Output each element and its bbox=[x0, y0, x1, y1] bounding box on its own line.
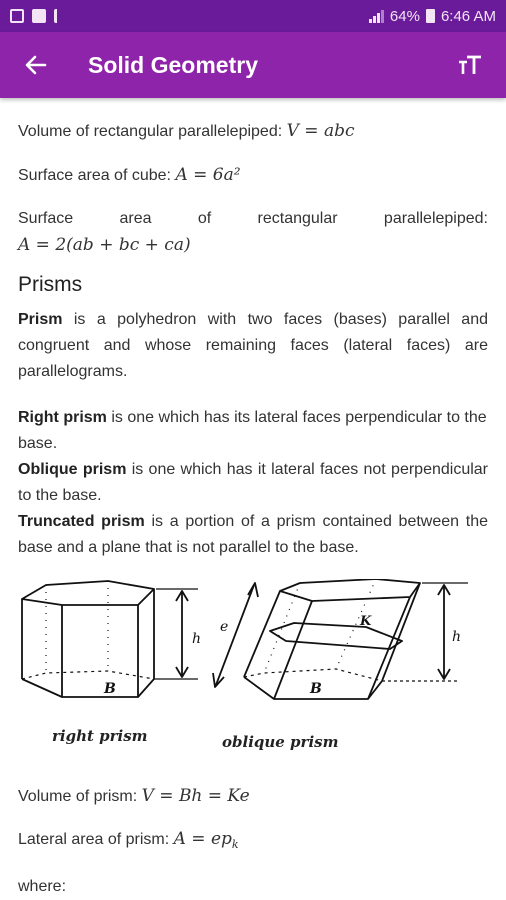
label-K: K bbox=[360, 614, 372, 629]
truncated-prism-def: is a portion of a prism contained between the base and a plane that is not parallel to the base. bbox=[18, 513, 488, 556]
right-prism-caption: right prism bbox=[52, 727, 148, 745]
prism-volume-text: Volume of prism: bbox=[18, 788, 142, 805]
label-h-right: h bbox=[452, 629, 462, 645]
prisms-heading: Prisms bbox=[18, 273, 83, 296]
right-prism-definition bbox=[18, 405, 488, 457]
label-B-right: B bbox=[310, 681, 322, 697]
prism-lateral-line bbox=[18, 826, 488, 858]
prism-term: Prism bbox=[18, 311, 63, 328]
cube-area-line bbox=[18, 162, 488, 189]
article-content bbox=[0, 98, 506, 900]
app-bar bbox=[0, 32, 506, 98]
notification-icons bbox=[10, 9, 64, 23]
rect-area-formula-line bbox=[18, 232, 488, 259]
battery-icon bbox=[426, 9, 435, 23]
prism-volume-formula: V = Bh = Ke bbox=[141, 786, 250, 806]
text-size-icon bbox=[458, 55, 482, 75]
right-prism-term: Right prism bbox=[18, 409, 107, 426]
oblique-prism-def: is one which has it lateral faces not perpendicular to the base. bbox=[18, 461, 488, 504]
page-title: Solid Geometry bbox=[88, 51, 258, 78]
back-button[interactable] bbox=[18, 47, 54, 83]
flag-notification-icon bbox=[54, 9, 64, 23]
oblique-prism-definition bbox=[18, 457, 488, 509]
oblique-prism-term: Oblique prism bbox=[18, 461, 127, 478]
status-bar bbox=[0, 0, 506, 32]
right-prism-def: is one which has its lateral faces perpendicular to the base. bbox=[18, 409, 487, 452]
rect-area-line: Surface area of rectangular parallelepiped: bbox=[18, 210, 488, 227]
prism-figure bbox=[18, 579, 488, 779]
rect-volume-text: Volume of rectangular parallelepiped: bbox=[18, 123, 287, 140]
cube-area-text: Surface area of cube: bbox=[18, 167, 176, 184]
prism-volume-line bbox=[18, 783, 488, 810]
label-h-left: h bbox=[192, 631, 202, 647]
image-notification-icon bbox=[10, 9, 24, 23]
text-size-button[interactable] bbox=[452, 47, 488, 83]
arrow-left-icon bbox=[25, 54, 47, 76]
truncated-prism-definition bbox=[18, 509, 488, 561]
rect-volume-line bbox=[18, 118, 488, 145]
rect-volume-formula: V = abc bbox=[286, 121, 355, 141]
where-line: where: bbox=[18, 878, 67, 896]
truncated-prism-term: Truncated prism bbox=[18, 513, 145, 530]
label-B-left: B bbox=[104, 681, 116, 697]
prism-def: is a polyhedron with two faces (bases) parallel and congruent and whose remaining faces (lateral faces) are parallelograms. bbox=[18, 311, 488, 380]
prism-lateral-formula: A = ep bbox=[173, 829, 232, 849]
prism-lateral-text: Lateral area of prism: bbox=[18, 831, 174, 848]
label-e: e bbox=[220, 619, 229, 635]
prism-definition bbox=[18, 307, 488, 385]
oblique-prism-drawing bbox=[213, 579, 468, 699]
battery-percent: 64% bbox=[389, 7, 420, 25]
clock: 6:46 AM bbox=[440, 7, 496, 25]
status-indicators bbox=[369, 8, 496, 25]
right-prism-drawing bbox=[22, 581, 198, 697]
facebook-notification-icon bbox=[32, 9, 46, 23]
oblique-prism-caption: oblique prism bbox=[222, 733, 339, 751]
cube-area-formula: A = 6a² bbox=[175, 165, 241, 185]
prism-lateral-subscript: k bbox=[231, 838, 239, 852]
rect-area-formula: A = 2(ab + bc + ca) bbox=[18, 235, 191, 255]
signal-icon bbox=[369, 9, 384, 23]
